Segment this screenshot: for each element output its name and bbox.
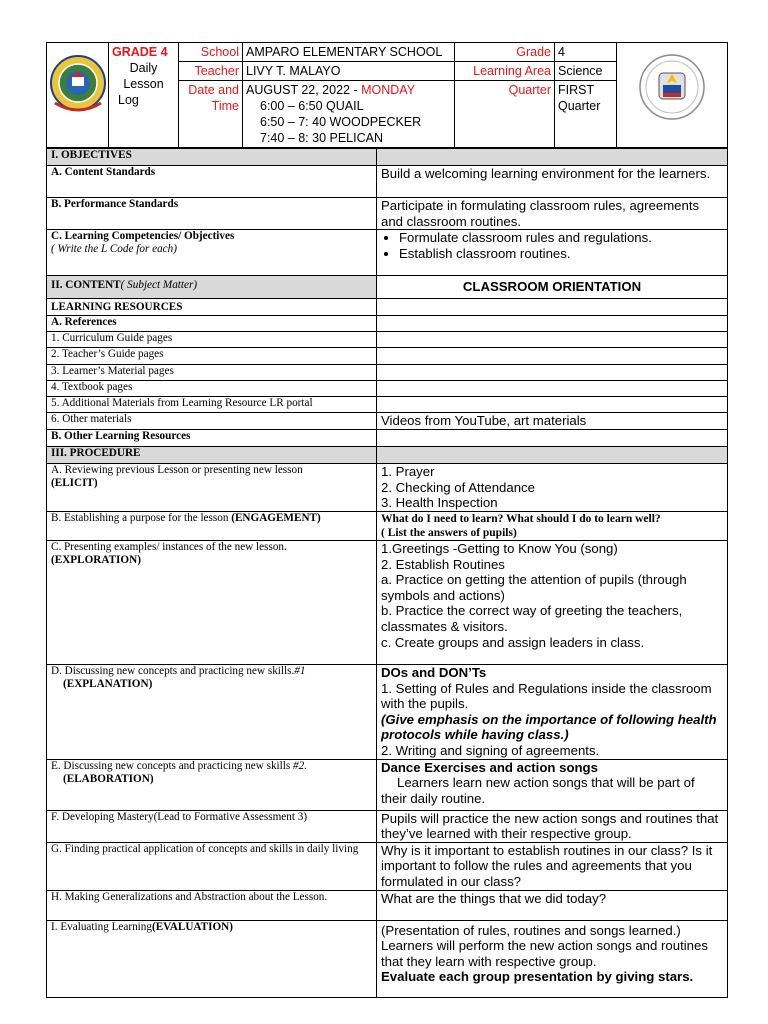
learning-resources-heading: LEARNING RESOURCES xyxy=(47,299,377,316)
deped-seal-logo xyxy=(617,43,728,148)
list-item: 3. Health Inspection xyxy=(381,495,498,511)
procedure-h-label: H. Making Generalizations and Abstraction about the Lesson. xyxy=(47,890,377,920)
list-item: 1. Prayer xyxy=(381,464,435,480)
time-slot: 6:50 – 7: 40 WOODPECKER xyxy=(260,115,422,129)
additional-materials-label: 5. Additional Materials from Learning Resource LR portal xyxy=(47,397,377,413)
table-row xyxy=(47,166,728,198)
learning-area-label: Learning Area xyxy=(455,62,555,81)
list-item: ( List the answers of pupils) xyxy=(381,526,517,539)
competencies-note: ( Write the L Code for each) xyxy=(51,243,177,256)
evaluation-text: (Presentation of rules, routines and songs learned.) Learners will perform the new action songs and routines that they learn with respective group. xyxy=(381,922,708,969)
table-row xyxy=(47,464,728,512)
dance-heading: Dance Exercises and action songs xyxy=(381,759,598,775)
procedure-f-label: F. Developing Mastery(Lead to Formative Assessment 3) xyxy=(47,810,377,842)
date-text: AUGUST 22, 2022 - xyxy=(246,83,362,97)
procedure-c-tag: (EXPLORATION) xyxy=(51,553,141,566)
table-row xyxy=(47,920,728,997)
school-value: AMPARO ELEMENTARY SCHOOL xyxy=(243,43,455,62)
teacher-label: Teacher xyxy=(179,62,243,81)
evaluation-instruction: Evaluate each group presentation by giving stars. xyxy=(381,969,694,985)
list-item: 2. Checking of Attendance xyxy=(381,479,535,495)
content-standards-label: A. Content Standards xyxy=(47,166,377,198)
procedure-b-label: B. Establishing a purpose for the lesson xyxy=(51,511,232,524)
list-item: 2. Writing and signing of agreements. xyxy=(381,742,600,758)
header-table xyxy=(46,42,728,148)
emphasis-note: (Give emphasis on the importance of following health protocols while having class.) xyxy=(381,711,717,743)
other-resources-label: B. Other Learning Resources xyxy=(47,430,377,447)
table-row xyxy=(47,348,728,365)
school-seal-logo xyxy=(47,43,109,148)
table-row xyxy=(47,447,728,464)
teacher-value: LIVY T. MALAYO xyxy=(243,62,455,81)
procedure-d-num: #1 xyxy=(294,664,306,677)
grade-label: Grade xyxy=(455,43,555,62)
table-row xyxy=(47,842,728,890)
dll-label-2: Lesson xyxy=(123,77,164,91)
date-value xyxy=(246,82,451,98)
dance-text: Learners learn new action songs that will be part of their daily routine. xyxy=(381,775,695,806)
list-item: b. Practice the correct way of greeting the teachers, classmates & visitors. xyxy=(381,603,683,634)
date-label-1: Date and xyxy=(188,83,239,97)
table-row xyxy=(47,759,728,810)
procedure-e-label: E. Discussing new concepts and practicing new skills xyxy=(51,759,294,772)
list-item: • Formulate classroom rules and regulations. xyxy=(399,230,723,246)
table-row xyxy=(47,397,728,413)
dll-label-3: Log xyxy=(118,93,139,107)
textbook-label: 4. Textbook pages xyxy=(47,381,377,397)
quarter-value-2: Quarter xyxy=(558,99,601,113)
quarter-label: Quarter xyxy=(455,81,555,148)
list-item: 1.Greetings -Getting to Know You (song) xyxy=(381,540,618,556)
table-row xyxy=(47,316,728,332)
list-item: c. Create groups and assign leaders in class. xyxy=(381,634,645,650)
procedure-c-label: C. Presenting examples/ instances of the new lesson. xyxy=(51,540,287,553)
procedure-i-label: I. Evaluating Learning xyxy=(51,920,152,933)
table-row xyxy=(47,299,728,316)
table-row xyxy=(47,810,728,842)
competencies-label: C. Learning Competencies/ Objectives xyxy=(51,230,235,243)
procedure-e-num: #2. xyxy=(293,759,308,772)
list-item: a. Practice on getting the attention of pupils (through symbols and actions) xyxy=(381,572,687,603)
list-item: 2. Establish Routines xyxy=(381,556,505,572)
table-row xyxy=(47,198,728,230)
time-slot: 7:40 – 8: 30 PELICAN xyxy=(260,131,383,145)
procedure-a-tag: (ELICIT) xyxy=(51,477,98,490)
procedure-g-label: G. Finding practical application of concepts and skills in daily living xyxy=(47,842,377,890)
procedure-g-text: Why is it important to establish routines in our class? Is it important to follow the rules and agreements that you formulated in our class? xyxy=(377,842,728,890)
table-row xyxy=(47,664,728,759)
table-row xyxy=(47,540,728,664)
table-row xyxy=(47,381,728,397)
procedure-e-tag: (ELABORATION) xyxy=(63,772,154,785)
list-item: What do I need to learn? What should I do to learn well? xyxy=(381,512,661,525)
table-row xyxy=(47,276,728,299)
references-label: A. References xyxy=(47,316,377,332)
table-row xyxy=(47,430,728,447)
table-row xyxy=(47,511,728,540)
competencies-list xyxy=(381,230,723,261)
procedure-b-tag: (ENGAGEMENT) xyxy=(231,511,321,524)
procedure-d-label: D. Discussing new concepts and practicing new skills. xyxy=(51,664,295,677)
performance-standards-label: B. Performance Standards xyxy=(47,198,377,230)
teachers-guide-label: 2. Teacher’s Guide pages xyxy=(47,348,377,365)
curriculum-guide-label: 1. Curriculum Guide pages xyxy=(47,332,377,348)
procedure-i-tag: (EVALUATION) xyxy=(151,920,233,933)
daily-lesson-log xyxy=(46,42,727,998)
dos-donts-heading: DOs and DON’Ts xyxy=(381,664,487,680)
learners-material-label: 3. Learner’s Material pages xyxy=(47,365,377,381)
grade-value: 4 xyxy=(555,43,617,62)
dll-label-1: Daily xyxy=(129,61,158,75)
grade-title: GRADE 4 xyxy=(112,45,168,59)
time-slot: 6:00 – 6:50 QUAIL xyxy=(260,99,364,113)
date-label-2: Time xyxy=(211,99,239,113)
table-row xyxy=(47,365,728,381)
other-materials-label: 6. Other materials xyxy=(47,413,377,430)
table-row xyxy=(47,332,728,348)
procedure-h-text: What are the things that we did today? xyxy=(377,890,728,920)
content-standards-value: Build a welcoming learning environment for the learners. xyxy=(377,166,728,198)
learning-area-value: Science xyxy=(555,62,617,81)
lesson-table xyxy=(46,148,728,998)
list-item: • Establish classroom routines. xyxy=(399,246,723,262)
procedure-a-label: A. Reviewing previous Lesson or presenting new lesson xyxy=(51,464,303,477)
table-row xyxy=(47,413,728,430)
performance-standards-value: Participate in formulating classroom rules, agreements and classroom routines. xyxy=(377,198,728,230)
procedure-heading: III. PROCEDURE xyxy=(47,447,377,464)
content-note: ( Subject Matter) xyxy=(120,279,198,292)
content-heading: II. CONTENT xyxy=(51,279,121,292)
procedure-f-text: Pupils will practice the new action songs and routines that they’ve learned with their respective group. xyxy=(377,810,728,842)
day-text: MONDAY xyxy=(361,83,416,97)
other-materials-value: Videos from YouTube, art materials xyxy=(377,413,728,430)
list-item: 1. Setting of Rules and Regulations inside the classroom with the pupils. xyxy=(381,680,712,712)
content-value: CLASSROOM ORIENTATION xyxy=(377,276,728,299)
quarter-value-1: FIRST xyxy=(558,83,595,97)
table-row xyxy=(47,890,728,920)
school-label: School xyxy=(179,43,243,62)
procedure-d-tag: (EXPLANATION) xyxy=(63,677,153,690)
table-row xyxy=(47,149,728,166)
table-row xyxy=(47,230,728,276)
objectives-heading: I. OBJECTIVES xyxy=(47,149,377,166)
